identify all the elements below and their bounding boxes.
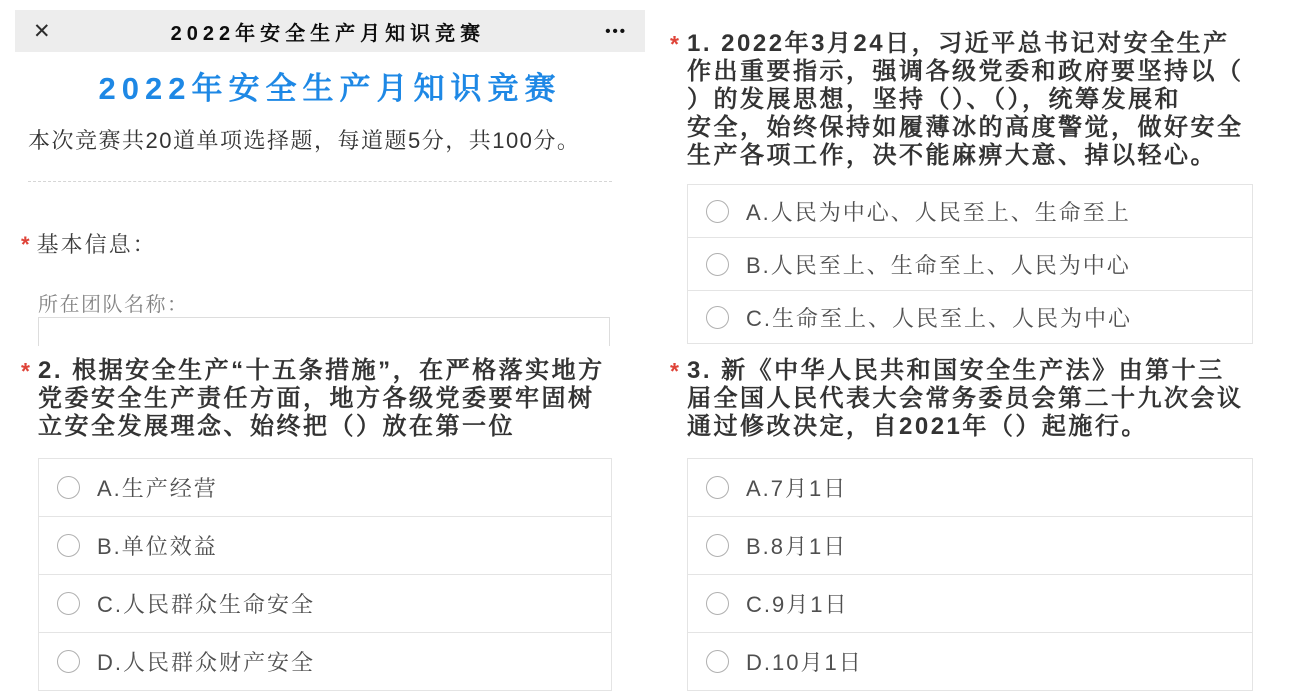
option-label: D.10月1日 [746,650,863,675]
radio-button[interactable] [57,650,80,673]
question-text-line: 党委安全生产责任方面，地方各级党委要牢固树 [38,385,595,412]
radio-button[interactable] [706,592,729,615]
more-menu-icon[interactable]: ••• [605,22,627,40]
option-row[interactable] [688,459,1252,516]
basic-info-heading [21,228,157,259]
option-label: B.单位效益 [97,534,218,559]
option-row[interactable] [39,574,611,632]
radio-button[interactable] [706,650,729,673]
option-label: D.人民群众财产安全 [97,650,316,675]
radio-button[interactable] [57,592,80,615]
question-text-line: 通过修改决定，自2021年（）起施行。 [687,413,1148,440]
team-name-label: 所在团队名称： [38,294,189,316]
question-2-block [21,357,621,441]
option-row[interactable] [39,516,611,574]
question-3-block [670,357,1278,441]
question-text-line: ）的发展思想，坚持（）、（），统筹发展和 [687,86,1181,113]
left-screenshot-panel [0,0,649,693]
form-title: 2022年安全生产月知识竞赛 [98,71,562,106]
quiz-intro-text: 本次竞赛共20道单项选择题，每道题5分，共100分。 [28,128,581,153]
question-3-options [687,458,1253,691]
team-name-input[interactable] [38,317,610,346]
question-text-line: 作出重要指示，强调各级党委和政府要坚持以（ [687,58,1244,85]
option-label: C.生命至上、人民至上、人民为中心 [746,305,1133,331]
wechat-titlebar [15,10,645,52]
window-title: 2022年安全生产月知识竞赛 [170,22,486,45]
option-row[interactable] [688,185,1252,237]
option-label: B.人民至上、生命至上、人民为中心 [746,252,1131,278]
close-icon[interactable]: ✕ [33,19,51,43]
radio-button[interactable] [706,306,729,329]
option-row[interactable] [39,459,611,516]
question-text-line: 3. 新《中华人民共和国安全生产法》由第十三 [687,357,1225,384]
option-row[interactable] [688,516,1252,574]
question-text-line: 安全，始终保持如履薄冰的高度警觉，做好安全 [687,114,1244,141]
question-text-line: 1. 2022年3月24日，习近平总书记对安全生产 [687,30,1230,57]
dashed-divider [28,181,612,182]
option-label: C.9月1日 [746,592,849,617]
question-2-options [38,458,612,691]
question-text-line: 2. 根据安全生产“十五条措施”，在严格落实地方 [38,357,605,384]
option-row[interactable] [688,574,1252,632]
question-text-line: 届全国人民代表大会常务委员会第二十九次会议 [687,385,1244,412]
required-asterisk: * [21,232,32,257]
radio-button[interactable] [706,253,729,276]
question-text-line: 生产各项工作，决不能麻痹大意、掉以轻心。 [687,142,1217,169]
basic-info-label: 基本信息： [36,232,157,257]
right-screenshot-panel [649,0,1299,693]
question-1-block [670,30,1278,170]
question-text-line: 立安全发展理念、始终把（）放在第一位 [38,413,515,440]
question-1-options [687,184,1253,344]
radio-button[interactable] [706,534,729,557]
required-asterisk: * [21,358,30,384]
required-asterisk: * [670,31,679,57]
option-label: A.7月1日 [746,476,848,501]
option-label: B.8月1日 [746,534,848,559]
radio-button[interactable] [57,534,80,557]
radio-button[interactable] [57,476,80,499]
option-row[interactable] [688,290,1252,343]
option-label: C.人民群众生命安全 [97,592,316,617]
option-row[interactable] [39,632,611,690]
option-label: A.生产经营 [97,476,218,501]
option-label: A.人民为中心、人民至上、生命至上 [746,199,1131,225]
radio-button[interactable] [706,476,729,499]
required-asterisk: * [670,358,679,384]
option-row[interactable] [688,632,1252,690]
radio-button[interactable] [706,200,729,223]
option-row[interactable] [688,237,1252,290]
